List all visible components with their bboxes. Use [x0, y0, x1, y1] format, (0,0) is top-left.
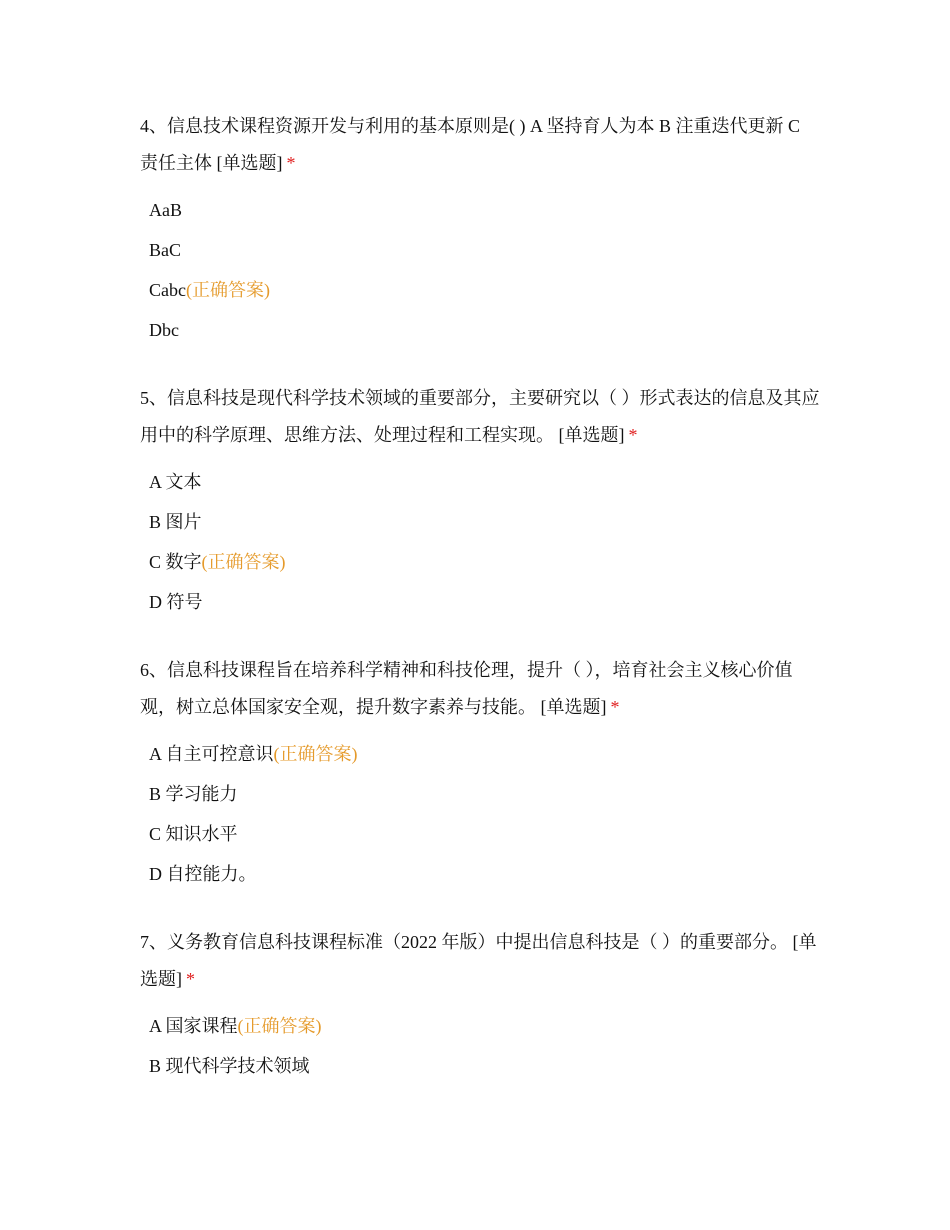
question-type: [单选题] [216, 153, 283, 173]
document-page [140, 108, 820, 1116]
option-label: C 数字 [149, 552, 202, 572]
option-label: BaC [149, 240, 182, 260]
option-label: A 文本 [149, 472, 202, 492]
question-type: [单选题] [558, 425, 625, 445]
question-type: [单选题] [140, 932, 817, 989]
option-b[interactable] [149, 502, 820, 542]
option-label: B 现代科学技术领域 [149, 1056, 310, 1076]
option-c[interactable] [149, 542, 820, 582]
option-label: AaB [149, 200, 182, 220]
question-5 [140, 380, 820, 622]
option-d[interactable] [149, 582, 820, 622]
option-c[interactable] [149, 814, 820, 854]
option-list [140, 734, 820, 894]
option-label: D 符号 [149, 592, 203, 612]
question-text [140, 924, 820, 998]
required-marker: * [628, 425, 638, 445]
required-marker: * [610, 697, 620, 717]
option-label: Cabc [149, 280, 186, 300]
question-7 [140, 924, 820, 1086]
question-type: [单选题] [540, 697, 607, 717]
question-stem: 6、信息科技课程旨在培养科学精神和科技伦理，提升（ ），培育社会主义核心价值观，树立总体国家安全观，提升数字素养与技能。 [140, 660, 793, 717]
question-text [140, 652, 820, 726]
required-marker: * [186, 969, 195, 989]
option-label: C 知识水平 [149, 824, 238, 844]
option-d[interactable] [149, 310, 820, 350]
correct-answer-tag: (正确答案) [273, 744, 358, 764]
option-b[interactable] [149, 774, 820, 814]
question-text [140, 380, 820, 454]
question-4 [140, 108, 820, 350]
option-label: Dbc [149, 320, 179, 340]
question-stem: 4、信息技术课程资源开发与利用的基本原则是( ) A 坚持育人为本 B 注重迭代更新 C 责任主体 [140, 116, 801, 173]
question-stem: 7、义务教育信息科技课程标准（2022 年版）中提出信息科技是（ ）的重要部分。 [140, 932, 788, 952]
option-a[interactable] [149, 734, 820, 774]
option-a[interactable] [149, 462, 820, 502]
option-d[interactable] [149, 854, 820, 894]
option-c[interactable] [149, 270, 820, 310]
question-stem: 5、信息科技是现代科学技术领域的重要部分，主要研究以（ ）形式表达的信息及其应用中的科学原理、思维方法、处理过程和工程实现。 [140, 388, 820, 445]
option-label: B 学习能力 [149, 784, 238, 804]
correct-answer-tag: (正确答案) [185, 280, 270, 300]
question-text [140, 108, 820, 182]
option-label: B 图片 [149, 512, 202, 532]
option-a[interactable] [149, 1006, 820, 1046]
option-a[interactable] [149, 190, 820, 230]
correct-answer-tag: (正确答案) [201, 552, 286, 572]
option-label: D 自控能力。 [149, 864, 257, 884]
option-list [140, 462, 820, 622]
correct-answer-tag: (正确答案) [237, 1016, 322, 1036]
option-b[interactable] [149, 1046, 820, 1086]
required-marker: * [286, 153, 296, 173]
option-list [140, 190, 820, 350]
option-b[interactable] [149, 230, 820, 270]
option-list [140, 1006, 820, 1086]
option-label: A 国家课程 [149, 1016, 238, 1036]
question-6 [140, 652, 820, 894]
option-label: A 自主可控意识 [149, 744, 274, 764]
